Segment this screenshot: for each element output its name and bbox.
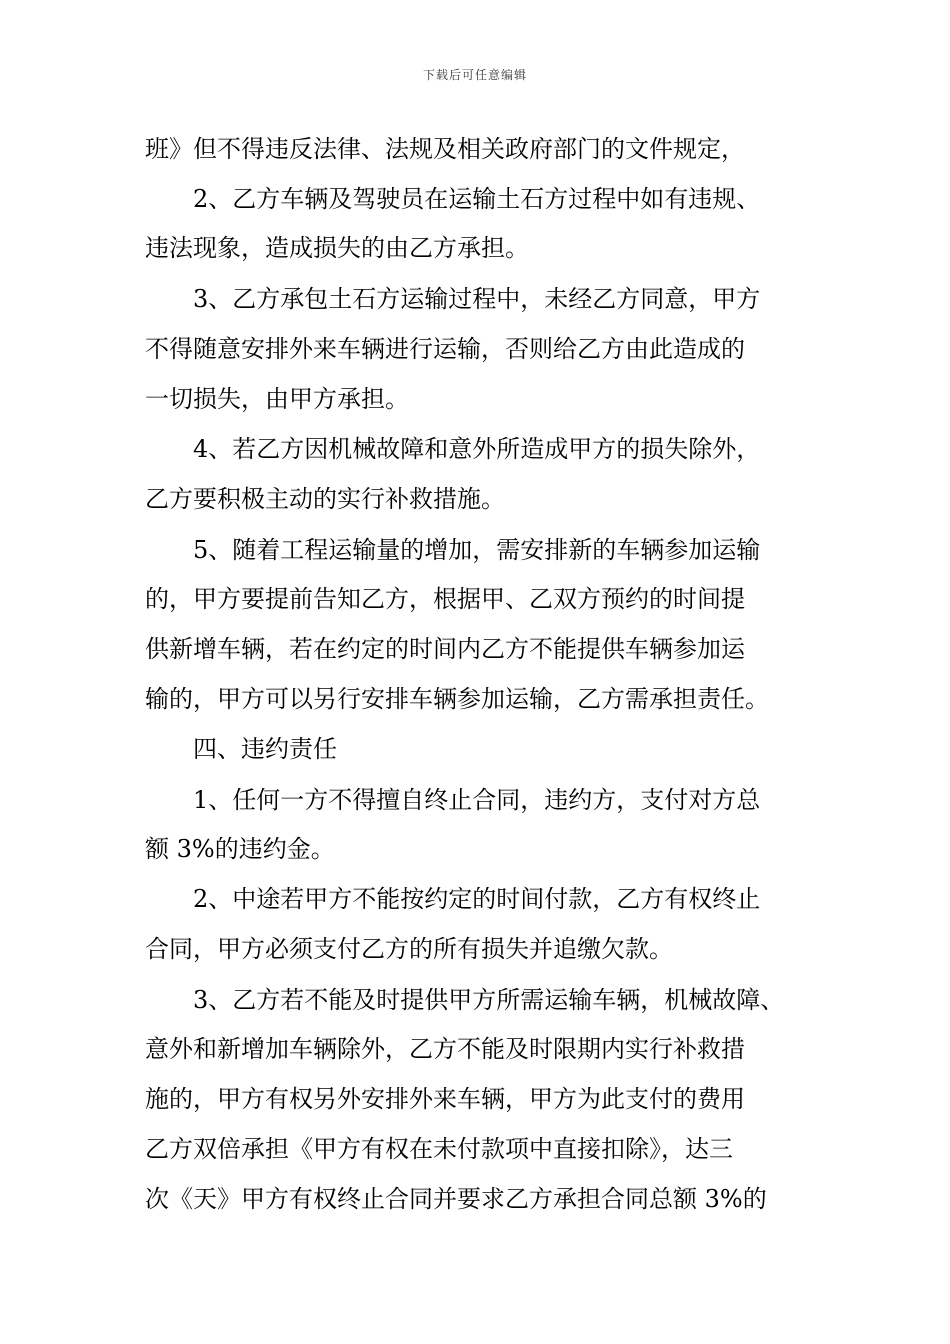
text-line: 供新增车辆，若在约定的时间内乙方不能提供车辆参加运 — [145, 635, 745, 663]
text-line: 违法现象，造成损失的由乙方承担。 — [145, 234, 529, 262]
text-line: 5、随着工程运输量的增加，需安排新的车辆参加运输 — [193, 536, 761, 564]
text-line: 乙方要积极主动的实行补救措施。 — [145, 485, 505, 513]
text-line: 不得随意安排外来车辆进行运输，否则给乙方由此造成的 — [145, 335, 745, 363]
text-line: 施的，甲方有权另外安排外来车辆，甲方为此支付的费用 — [145, 1085, 745, 1113]
text-line: 次《天》甲方有权终止合同并要求乙方承担合同总额 3%的 — [145, 1185, 767, 1213]
text-line: 3、乙方承包土石方运输过程中，未经乙方同意，甲方 — [193, 285, 761, 313]
text-line: 意外和新增加车辆除外，乙方不能及时限期内实行补救措 — [145, 1035, 745, 1063]
section-heading: 四、违约责任 — [193, 735, 337, 763]
text-line: 2、中途若甲方不能按约定的时间付款，乙方有权终止 — [193, 885, 761, 913]
text-line: 的，甲方要提前告知乙方，根据甲、乙双方预约的时间提 — [145, 585, 745, 613]
text-line: 额 3%的违约金。 — [145, 835, 335, 863]
text-line: 3、乙方若不能及时提供甲方所需运输车辆，机械故障、 — [193, 986, 785, 1014]
text-line: 合同，甲方必须支付乙方的所有损失并追缴欠款。 — [145, 935, 673, 963]
text-line: 一切损失，由甲方承担。 — [145, 385, 409, 413]
text-line: 乙方双倍承担《甲方有权在未付款项中直接扣除》，达三 — [145, 1135, 733, 1163]
header-note: 下载后可任意编辑 — [422, 68, 527, 82]
text-line: 输的，甲方可以另行安排车辆参加运输，乙方需承担责任。 — [145, 685, 769, 713]
text-line: 4、若乙方因机械故障和意外所造成甲方的损失除外， — [193, 435, 761, 463]
text-line: 班》但不得违反法律、法规及相关政府部门的文件规定， — [145, 135, 745, 163]
text-line: 1、任何一方不得擅自终止合同，违约方，支付对方总 — [193, 786, 761, 814]
text-line: 2、乙方车辆及驾驶员在运输土石方过程中如有违规、 — [193, 185, 761, 213]
